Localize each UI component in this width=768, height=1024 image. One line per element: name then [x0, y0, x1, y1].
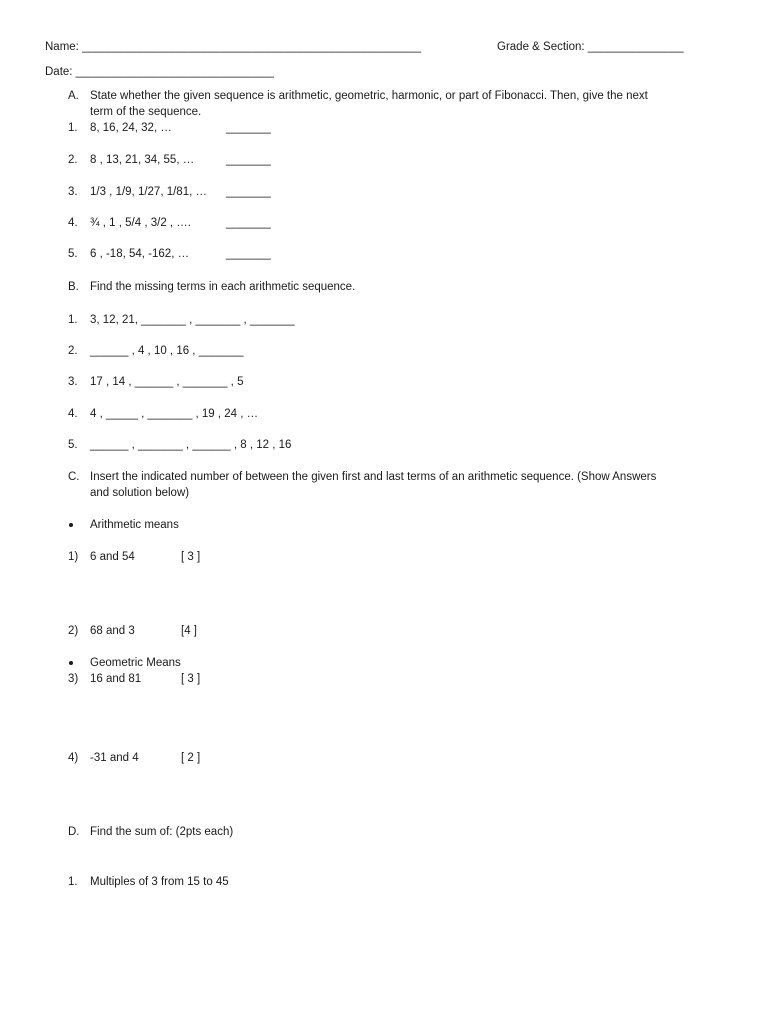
- answer-blank[interactable]: _______: [226, 186, 271, 198]
- list-item-number: 3): [68, 673, 79, 685]
- list-item-number: 1): [68, 551, 79, 563]
- name-field[interactable]: Name: _____________________________________________________: [45, 41, 422, 53]
- list-item-number: 3.: [68, 186, 78, 198]
- answer-blank[interactable]: _______: [226, 217, 271, 229]
- missing-terms-sequence[interactable]: ______ , 4 , 10 , 16 , _______: [90, 345, 244, 357]
- terms-text: 16 and 81: [90, 673, 142, 685]
- sequence-text: 8 , 13, 21, 34, 55, …: [90, 154, 195, 166]
- list-item-number: 1.: [68, 314, 78, 326]
- missing-terms-sequence[interactable]: 3, 12, 21, _______ , _______ , _______: [90, 314, 295, 326]
- section-c-instruction-cont: and solution below): [90, 487, 190, 499]
- section-d-instruction: Find the sum of: (2pts each): [90, 826, 234, 838]
- terms-text: 68 and 3: [90, 625, 135, 637]
- sequence-text: 1/3 , 1/9, 1/27, 1/81, …: [90, 186, 207, 198]
- sequence-text: 8, 16, 24, 32, …: [90, 122, 172, 134]
- section-a-instruction: State whether the given sequence is arithmetic, geometric, harmonic, or part of Fibonacci. Then, give the next: [90, 90, 648, 102]
- geometric-means-label: Geometric Means: [90, 657, 181, 669]
- missing-terms-sequence[interactable]: 17 , 14 , ______ , _______ , 5: [90, 376, 244, 388]
- list-item-number: 1.: [68, 122, 78, 134]
- sequence-text: ¾ , 1 , 5/4 , 3/2 , ….: [90, 217, 191, 229]
- section-a-marker: A.: [68, 90, 79, 102]
- list-item-number: 2.: [68, 345, 78, 357]
- section-d-marker: D.: [68, 826, 80, 838]
- section-a-instruction-cont: term of the sequence.: [90, 106, 202, 118]
- terms-text: -31 and 4: [90, 752, 139, 764]
- sum-problem-text: Multiples of 3 from 15 to 45: [90, 876, 229, 888]
- arithmetic-means-label: Arithmetic means: [90, 519, 179, 531]
- means-count: [4 ]: [181, 625, 197, 637]
- list-item-number: 2.: [68, 154, 78, 166]
- missing-terms-sequence[interactable]: 4 , _____ , _______ , 19 , 24 , …: [90, 408, 259, 420]
- list-item-number: 5.: [68, 248, 78, 260]
- terms-text: 6 and 54: [90, 551, 135, 563]
- list-item-number: 4.: [68, 408, 78, 420]
- list-item-number: 2): [68, 625, 79, 637]
- list-item-number: 1.: [68, 876, 78, 888]
- section-c-instruction: Insert the indicated number of between the given first and last terms of an arithmetic sequence. (Show Answers: [90, 471, 657, 483]
- bullet-icon: [69, 661, 73, 665]
- means-count: [ 2 ]: [181, 752, 201, 764]
- list-item-number: 4.: [68, 217, 78, 229]
- section-b-instruction: Find the missing terms in each arithmetic sequence.: [90, 281, 356, 293]
- means-count: [ 3 ]: [181, 673, 201, 685]
- grade-section-field[interactable]: Grade & Section: _______________: [497, 41, 684, 53]
- missing-terms-sequence[interactable]: ______ , _______ , ______ , 8 , 12 , 16: [90, 439, 292, 451]
- means-count: [ 3 ]: [181, 551, 201, 563]
- answer-blank[interactable]: _______: [226, 122, 271, 134]
- list-item-number: 5.: [68, 439, 78, 451]
- sequence-text: 6 , -18, 54, -162, …: [90, 248, 190, 260]
- section-b-marker: B.: [68, 281, 79, 293]
- answer-blank[interactable]: _______: [226, 154, 271, 166]
- date-field[interactable]: Date: _______________________________: [45, 66, 274, 78]
- bullet-icon: [69, 523, 73, 527]
- list-item-number: 3.: [68, 376, 78, 388]
- answer-blank[interactable]: _______: [226, 248, 271, 260]
- list-item-number: 4): [68, 752, 79, 764]
- section-c-marker: C.: [68, 471, 80, 483]
